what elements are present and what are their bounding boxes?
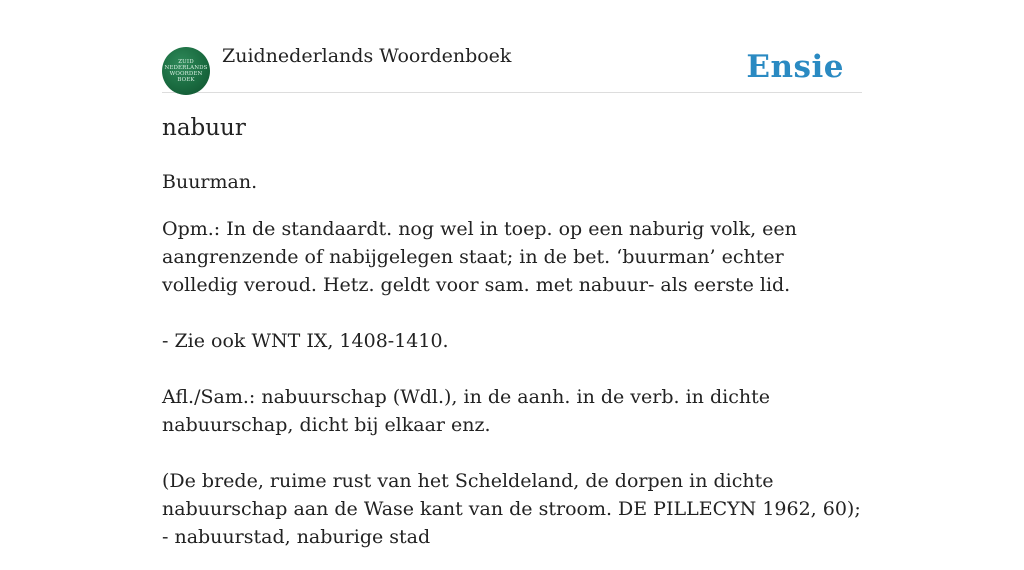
logo-text-line: NEDERLANDS [164, 65, 208, 71]
dictionary-name-link[interactable]: Zuidnederlands Woordenboek [222, 45, 512, 67]
page [162, 0, 862, 548]
logo-text-line: ZUID [178, 59, 194, 65]
header [162, 0, 862, 93]
entry-citation: (De brede, ruime rust van het Scheldeland, de dorpen in dichte nabuurschap aan de Wase kant van de stroom. DE PILLECYN 1962, 60); - nabuurstad, naburige stad [162, 470, 861, 548]
entry-content [162, 168, 862, 570]
entry-reference: - Zie ook WNT IX, 1408-1410. [162, 330, 449, 352]
entry-title: nabuur [162, 115, 246, 141]
entry-note: Opm.: In de standaardt. nog wel in toep. op een naburig volk, een aangrenzende of nabijgelegen staat; in de bet. ‘buurman’ echter volledig veroud. Hetz. geldt voor sam. met nabuur- als eerste lid. [162, 218, 797, 296]
entry-derivations: Afl./Sam.: nabuurschap (Wdl.), in de aanh. in de verb. in dichte nabuurschap, dicht bij elkaar enz. [162, 386, 770, 436]
ensie-brand-link[interactable]: Ensie [746, 49, 844, 85]
entry-definition: Buurman. [162, 171, 258, 193]
logo-text-line: WOORDEN [169, 71, 203, 77]
logo-text-line: BOEK [177, 77, 195, 83]
dictionary-logo[interactable] [162, 47, 210, 95]
